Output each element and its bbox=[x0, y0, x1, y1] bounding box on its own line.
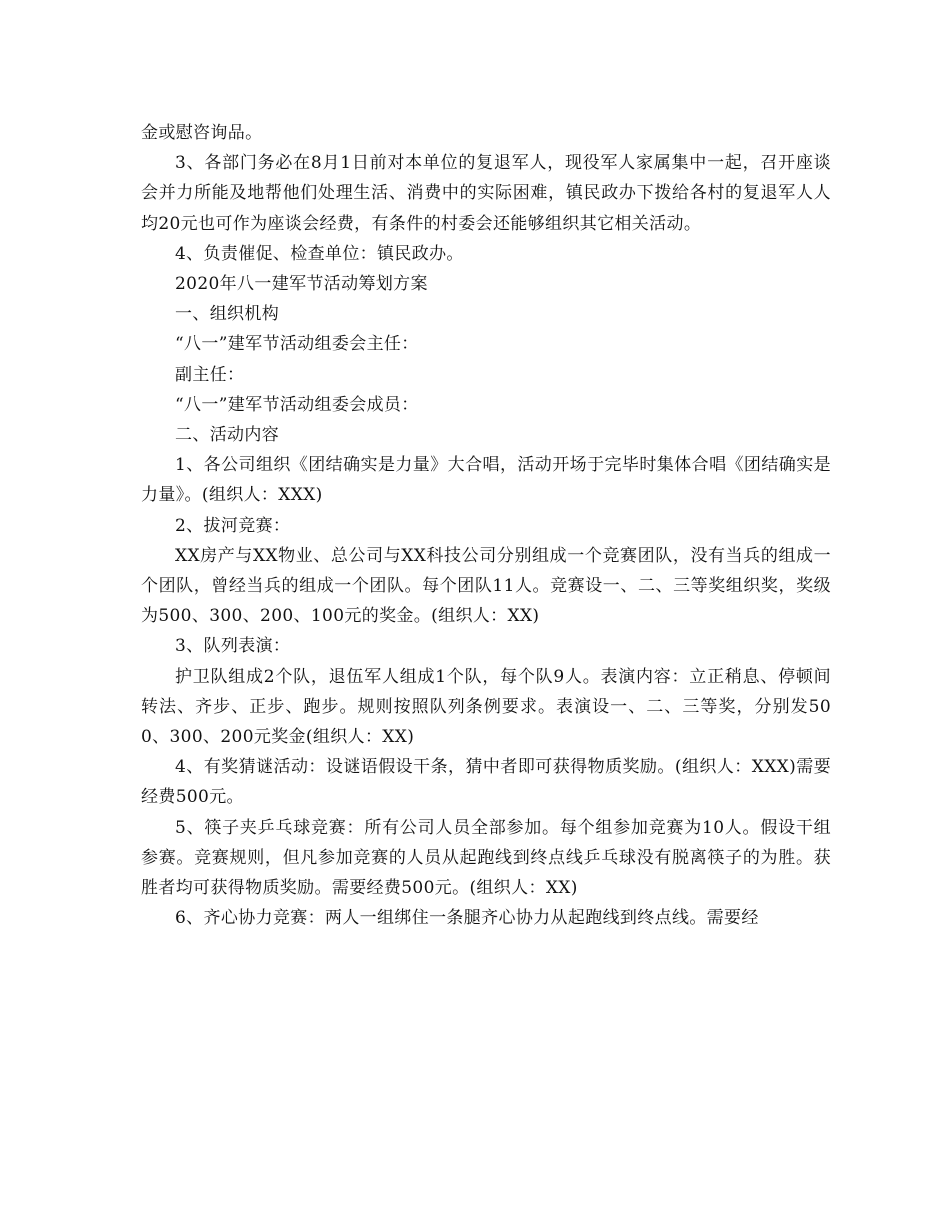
paragraph: “八一”建军节活动组委会成员： bbox=[175, 394, 419, 415]
paragraph: 3、各部门务必在8月1日前对本单位的复退军人，现役军人家属集中一起，召开座谈会并力所能及地帮他们处理生活、消费中的实际困难，镇民政办下拨给各村的复退军人人均20元也可作为座谈会经费，有条件的村委会还能够组织其它相关活动。 bbox=[141, 153, 831, 234]
paragraph: 4、有奖猜谜活动：设谜语假设干条，猜中者即可获得物质奖励。(组织人：XXX)需要经费500元。 bbox=[141, 757, 831, 808]
paragraph: 金或慰咨询品。 bbox=[141, 123, 263, 143]
paragraph: “八一”建军节活动组委会主任： bbox=[175, 334, 419, 355]
section-title: 2020年八一建军节活动筹划方案 bbox=[175, 274, 428, 295]
paragraph: 2、拔河竞赛： bbox=[175, 515, 291, 536]
document-body bbox=[141, 118, 831, 933]
paragraph: 副主任： bbox=[175, 364, 245, 385]
paragraph: 5、筷子夹乒乓球竞赛：所有公司人员全部参加。每个组参加竞赛为10人。假设干组参赛。竞赛规则，但凡参加竞赛的人员从起跑线到终点线乒乓球没有脱离筷子的为胜。获胜者均可获得物质奖励。需要经费500元。(组织人：XX) bbox=[141, 817, 831, 899]
section-heading: 二、活动内容 bbox=[175, 425, 280, 446]
paragraph: 1、各公司组织《团结确实是力量》大合唱，活动开场于完毕时集体合唱《团结确实是力量》。(组织人：XXX) bbox=[141, 455, 831, 506]
paragraph: 4、负责催促、检查单位：镇民政办。 bbox=[175, 243, 464, 264]
paragraph: XX房产与XX物业、总公司与XX科技公司分别组成一个竞赛团队，没有当兵的组成一个团队，曾经当兵的组成一个团队。每个团队11人。竞赛设一、二、三等奖组织奖，奖级为500、300、200、100元的奖金。(组织人：XX) bbox=[141, 545, 831, 627]
paragraph: 6、齐心协力竞赛：两人一组绑住一条腿齐心协力从起跑线到终点线。需要经 bbox=[175, 908, 759, 929]
section-heading: 一、组织机构 bbox=[175, 304, 280, 325]
paragraph: 3、队列表演： bbox=[175, 636, 291, 657]
paragraph: 护卫队组成2个队，退伍军人组成1个队，每个队9人。表演内容：立正稍息、停顿间转法、齐步、正步、跑步。规则按照队列条例要求。表演设一、二、三等奖，分别发500、300、200元奖金(组织人：XX) bbox=[141, 666, 831, 748]
